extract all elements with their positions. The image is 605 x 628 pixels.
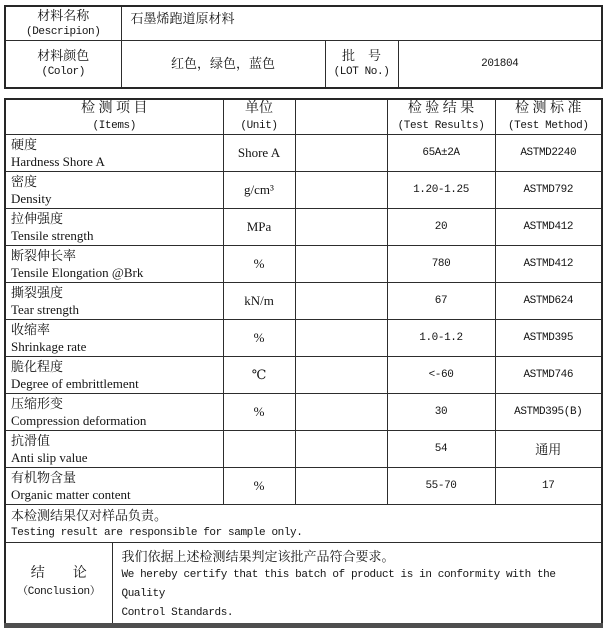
material-name-label-en: (Descripion) <box>6 24 121 40</box>
spacer-cell <box>295 283 387 320</box>
item-cell <box>5 468 223 505</box>
method-cell: ASTMD395 <box>495 320 602 357</box>
header-method-zh: 检 测 标 准 <box>496 100 602 118</box>
item-name-en: Anti slip value <box>11 449 223 466</box>
item-cell <box>5 172 223 209</box>
method-cell: 17 <box>495 468 602 505</box>
result-cell: 65A±2A <box>387 135 495 172</box>
header-unit-zh: 单位 <box>224 100 295 118</box>
material-info-table <box>4 5 603 89</box>
result-row-tear-strength <box>5 283 602 320</box>
unit-cell: kN/m <box>223 283 295 320</box>
header-items-en: (Items) <box>6 118 223 134</box>
item-name-zh: 断裂伸长率 <box>11 247 223 264</box>
header-results-zh: 检 验 结 果 <box>388 100 495 118</box>
item-name-en: Degree of embrittlement <box>11 375 223 392</box>
spacer-cell <box>295 357 387 394</box>
header-unit-en: (Unit) <box>224 118 295 134</box>
material-color-label-cell <box>5 41 121 88</box>
result-cell: <-60 <box>387 357 495 394</box>
method-cell: 通用 <box>495 431 602 468</box>
result-cell: 55-70 <box>387 468 495 505</box>
method-cell: ASTMD412 <box>495 246 602 283</box>
lot-label-cell <box>325 41 398 88</box>
result-cell: 780 <box>387 246 495 283</box>
unit-cell: % <box>223 320 295 357</box>
item-name-zh: 拉伸强度 <box>11 210 223 227</box>
spacer-cell <box>295 246 387 283</box>
item-name-zh: 硬度 <box>11 136 223 153</box>
item-name-zh: 密度 <box>11 173 223 190</box>
result-row-elongation <box>5 246 602 283</box>
method-cell: ASTMD2240 <box>495 135 602 172</box>
unit-cell: ℃ <box>223 357 295 394</box>
item-name-en: Hardness Shore A <box>11 153 223 170</box>
item-name-en: Density <box>11 190 223 207</box>
header-method-cell <box>495 99 602 135</box>
material-color-value-cell: 红色，绿色，蓝色 <box>121 41 325 88</box>
item-cell <box>5 246 223 283</box>
header-spacer-cell <box>295 99 387 135</box>
header-results-cell <box>387 99 495 135</box>
lot-label-zh: 批 号 <box>326 47 398 64</box>
result-row-shrinkage <box>5 320 602 357</box>
conclusion-text-cell <box>112 543 602 626</box>
method-cell: ASTMD395(B) <box>495 394 602 431</box>
material-name-value-cell <box>121 6 602 41</box>
material-color-label-en: (Color) <box>6 64 121 80</box>
item-name-en: Shrinkage rate <box>11 338 223 355</box>
item-name-zh: 抗滑值 <box>11 432 223 449</box>
material-name-value: 石墨烯跑道原材料 <box>131 10 602 27</box>
item-name-en: Tensile strength <box>11 227 223 244</box>
material-name-row <box>5 6 602 41</box>
item-cell <box>5 283 223 320</box>
result-row-density <box>5 172 602 209</box>
unit-cell: MPa <box>223 209 295 246</box>
spacer-cell <box>295 320 387 357</box>
spacer-cell <box>295 468 387 505</box>
material-name-label-cell <box>5 6 121 41</box>
lot-value-cell: 201804 <box>398 41 602 88</box>
unit-cell: Shore A <box>223 135 295 172</box>
spacer-cell <box>295 135 387 172</box>
result-row-embrittlement <box>5 357 602 394</box>
method-cell: ASTMD792 <box>495 172 602 209</box>
item-cell <box>5 209 223 246</box>
conclusion-line2-en: We hereby certify that this batch of product is in conformity with the Quality <box>122 566 598 604</box>
item-name-en: Compression deformation <box>11 412 223 429</box>
unit-cell: % <box>223 468 295 505</box>
result-row-tensile-strength <box>5 209 602 246</box>
item-cell <box>5 394 223 431</box>
disclaimer-row <box>5 505 602 543</box>
conclusion-line3-en: Control Standards. <box>122 604 598 623</box>
result-cell: 1.0-1.2 <box>387 320 495 357</box>
item-cell <box>5 135 223 172</box>
item-name-en: Tear strength <box>11 301 223 318</box>
item-name-zh: 撕裂强度 <box>11 284 223 301</box>
result-cell: 67 <box>387 283 495 320</box>
method-cell: ASTMD624 <box>495 283 602 320</box>
item-cell <box>5 431 223 468</box>
method-cell: ASTMD412 <box>495 209 602 246</box>
item-name-en: Organic matter content <box>11 486 223 503</box>
item-name-en: Tensile Elongation @Brk <box>11 264 223 281</box>
conclusion-line1-zh: 我们依据上述检测结果判定该批产品符合要求。 <box>122 547 598 566</box>
results-header-row <box>5 99 602 135</box>
spacer-cell <box>295 172 387 209</box>
header-items-zh: 检 测 项 目 <box>6 100 223 118</box>
disclaimer-en: Testing result are responsible for sample only. <box>11 525 601 541</box>
conclusion-row <box>5 543 602 626</box>
item-cell <box>5 320 223 357</box>
result-row-organic-matter <box>5 468 602 505</box>
spacer-cell <box>295 394 387 431</box>
test-results-table <box>4 98 603 628</box>
item-cell <box>5 357 223 394</box>
header-results-en: (Test Results) <box>388 118 495 134</box>
material-color-row <box>5 41 602 88</box>
conclusion-label-cell <box>5 543 112 626</box>
result-cell: 54 <box>387 431 495 468</box>
unit-cell: % <box>223 394 295 431</box>
result-row-anti-slip <box>5 431 602 468</box>
unit-cell <box>223 431 295 468</box>
conclusion-label-zh: 结 论 <box>6 565 112 583</box>
material-name-label-zh: 材料名称 <box>6 7 121 24</box>
disclaimer-cell <box>5 505 602 543</box>
item-name-zh: 收缩率 <box>11 321 223 338</box>
header-items-cell <box>5 99 223 135</box>
result-cell: 20 <box>387 209 495 246</box>
spacer-cell <box>295 209 387 246</box>
result-cell: 1.20-1.25 <box>387 172 495 209</box>
unit-cell: g/cm³ <box>223 172 295 209</box>
item-name-zh: 有机物含量 <box>11 469 223 486</box>
lot-label-en: (LOT No.) <box>326 64 398 80</box>
result-cell: 30 <box>387 394 495 431</box>
result-row-compression <box>5 394 602 431</box>
conclusion-label-en: （Conclusion） <box>6 583 112 601</box>
spacer-cell <box>295 431 387 468</box>
unit-cell: % <box>223 246 295 283</box>
method-cell: ASTMD746 <box>495 357 602 394</box>
item-name-zh: 脆化程度 <box>11 358 223 375</box>
material-color-label-zh: 材料颜色 <box>6 47 121 64</box>
header-unit-cell <box>223 99 295 135</box>
item-name-zh: 压缩形变 <box>11 395 223 412</box>
disclaimer-zh: 本检测结果仅对样品负责。 <box>11 507 601 525</box>
header-method-en: (Test Method) <box>496 118 602 134</box>
result-row-hardness <box>5 135 602 172</box>
